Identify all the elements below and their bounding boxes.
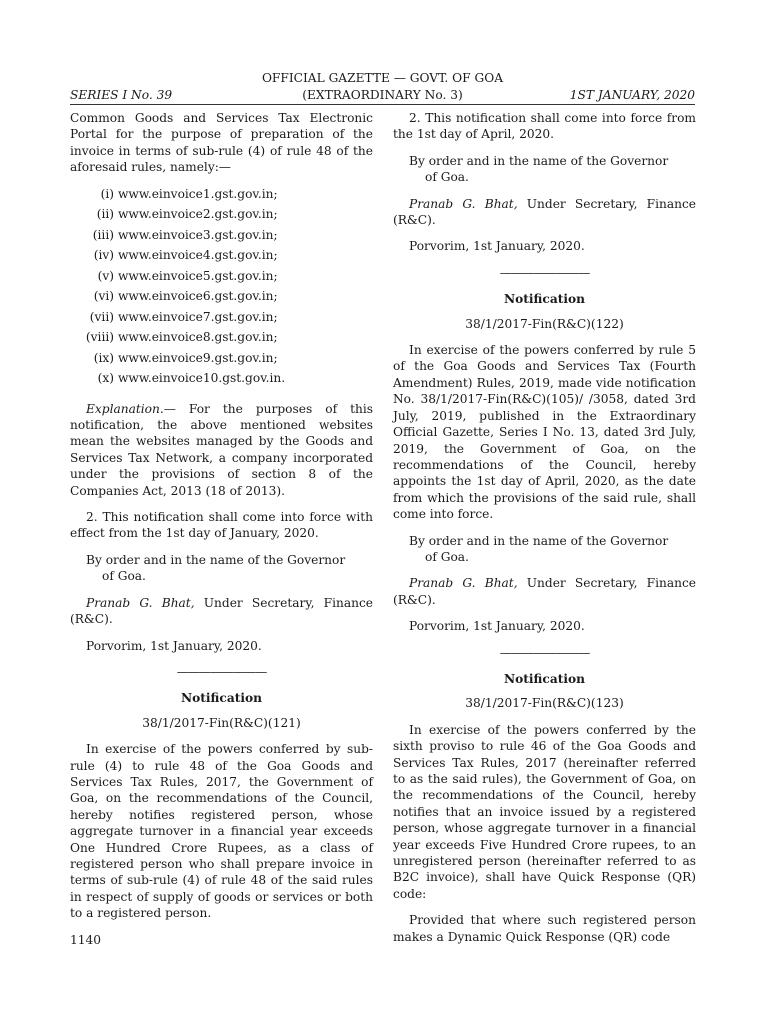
list-item-number: (i): [100, 186, 114, 201]
section-divider: ————————: [499, 645, 590, 660]
gazette-title: OFFICIAL GAZETTE — GOVT. OF GOA: [261, 71, 504, 85]
notification-body: In exercise of the powers conferred by rule 5 of the Goa Goods and Services Tax (Fourth Amendment) Rules, 2019, made vide notification No. 38/1/2017-Fin(R&C)(105)/ /3058, dated 3rd July, 2019, published in the Extraordinary Official Gazette, Series I No. 13, dated 3rd July, 2019, the Government of Goa, on the recommendations of the Council, hereby appoints the 1st day of April, 2020, as the date from which the provisions of the said rule, shall come into force.: [393, 343, 696, 522]
issue-date: 1ST JANUARY, 2020: [569, 88, 695, 102]
list-item-number: (iv): [93, 248, 114, 263]
signatory-name: Pranab G. Bhat,: [409, 196, 518, 211]
list-item: [70, 288, 373, 309]
list-item: [70, 247, 373, 268]
list-item-url: www.einvoice4.gst.gov.in;: [118, 248, 278, 263]
signatory-name: Pranab G. Bhat,: [86, 595, 195, 610]
header-rule: [70, 104, 695, 105]
list-item: [70, 309, 373, 330]
list-item-url: www.einvoice6.gst.gov.in;: [118, 289, 278, 304]
signatory-title: Under Secretary, Finance (R&C).: [70, 595, 373, 627]
explanation-label: Explanation.—: [86, 401, 176, 416]
list-item-number: (vi): [93, 289, 114, 304]
notification-body: In exercise of the powers conferred by sub-rule (4) to rule 48 of the Goa Goods and Services Tax Rules, 2017, the Government of Goa, on the recommendations of the Council, hereby notifies registered person, whose aggregate turnover in a financial year exceeds One Hundred Crore Rupees, as a class of registered person who shall prepare invoice in terms of sub-rule (4) of rule 48 of the said rules in respect of supply of goods or services or both to a registered person.: [70, 742, 373, 921]
page-number: 1140: [70, 933, 102, 947]
order-line-2: of Goa.: [425, 549, 469, 564]
notification-reference: 38/1/2017-Fin(R&C)(123): [465, 696, 624, 711]
explanation-paragraph: [70, 401, 373, 499]
notification-reference: 38/1/2017-Fin(R&C)(121): [142, 715, 301, 730]
list-item-number: (v): [97, 268, 114, 283]
order-line: [70, 552, 373, 585]
list-item: [70, 370, 373, 391]
order-line: [393, 533, 696, 566]
signatory-name: Pranab G. Bhat,: [409, 576, 518, 591]
list-item-number: (ii): [96, 207, 114, 222]
list-item-url: www.einvoice3.gst.gov.in;: [118, 227, 278, 242]
notification-title: Notification: [504, 292, 585, 307]
list-item-url: www.einvoice7.gst.gov.in;: [118, 309, 278, 324]
order-line-1: By order and in the name of the Governor: [409, 533, 669, 548]
list-item: [70, 227, 373, 248]
list-item: [70, 329, 373, 350]
signatory: [70, 595, 373, 628]
list-item: [70, 186, 373, 207]
list-item-number: (viii): [85, 330, 114, 345]
signatory: [393, 196, 696, 229]
signatory: [393, 575, 696, 608]
series-number: SERIES I No. 39: [70, 88, 173, 102]
list-item-number: (x): [97, 371, 114, 386]
list-item-url: www.einvoice10.gst.gov.in.: [118, 371, 286, 386]
extraordinary-number: (EXTRAORDINARY No. 3): [302, 88, 463, 102]
list-item-number: (iii): [92, 227, 114, 242]
order-line-1: By order and in the name of the Governor: [409, 153, 669, 168]
list-item-url: www.einvoice1.gst.gov.in;: [118, 186, 278, 201]
proviso-paragraph: Provided that where such registered person makes a Dynamic Quick Response (QR) code: [393, 913, 696, 944]
list-item: [70, 206, 373, 227]
list-item: [70, 268, 373, 289]
explanation-text: For the purposes of this notification, the above mentioned websites mean the websites managed by the Goods and Services Tax Network, a company incorporated under the provisions of section 8 of the Companies Act, 2013 (18 of 2013).: [70, 401, 373, 498]
list-item: [70, 350, 373, 371]
list-item-number: (ix): [93, 350, 114, 365]
place-date: Porvorim, 1st January, 2020.: [409, 239, 585, 254]
signatory-title: Under Secretary, Finance (R&C).: [393, 576, 696, 607]
commencement-paragraph: 2. This notification shall come into force with effect from the 1st day of January, 2020.: [70, 510, 373, 541]
place-date: Porvorim, 1st January, 2020.: [86, 638, 262, 653]
section-divider: ————————: [499, 265, 590, 280]
commencement-paragraph: 2. This notification shall come into force from the 1st day of April, 2020.: [393, 111, 696, 142]
website-list: [70, 186, 373, 391]
notification-title: Notification: [504, 671, 585, 686]
notification-body: In exercise of the powers conferred by the sixth proviso to rule 46 of the Goa Goods and Services Tax Rules, 2017 (hereinafter referred to as the said rules), the Government of Goa, on the recommendations of the Council, hereby notifies that an invoice issued by a registered person, whose aggregate turnover in a financial year exceeds Five Hundred Crore rupees, to an unregistered person (hereinafter referred to as B2C invoice), shall have Quick Response (QR) code:: [393, 722, 696, 901]
list-item-url: www.einvoice5.gst.gov.in;: [118, 268, 278, 283]
order-line-2: of Goa.: [102, 569, 146, 584]
left-column: [70, 110, 373, 932]
list-item-number: (vii): [89, 309, 114, 324]
intro-paragraph: Common Goods and Services Tax Electronic Portal for the purpose of preparation of the invoice in terms of sub-rule (4) of rule 48 of the aforesaid rules, namely:—: [70, 111, 373, 175]
list-item-url: www.einvoice8.gst.gov.in;: [118, 330, 278, 345]
notification-title: Notification: [181, 691, 262, 706]
place-date: Porvorim, 1st January, 2020.: [409, 619, 585, 634]
list-item-url: www.einvoice9.gst.gov.in;: [118, 350, 278, 365]
notification-reference: 38/1/2017-Fin(R&C)(122): [465, 316, 624, 331]
list-item-url: www.einvoice2.gst.gov.in;: [118, 207, 278, 222]
signatory-title: Under Secretary, Finance (R&C).: [393, 196, 696, 228]
order-line: [393, 153, 696, 186]
section-divider: ————————: [176, 664, 267, 679]
order-line-2: of Goa.: [425, 170, 469, 185]
right-column: [393, 110, 696, 955]
gazette-header: [70, 70, 695, 104]
order-line-1: By order and in the name of the Governor: [86, 552, 346, 567]
